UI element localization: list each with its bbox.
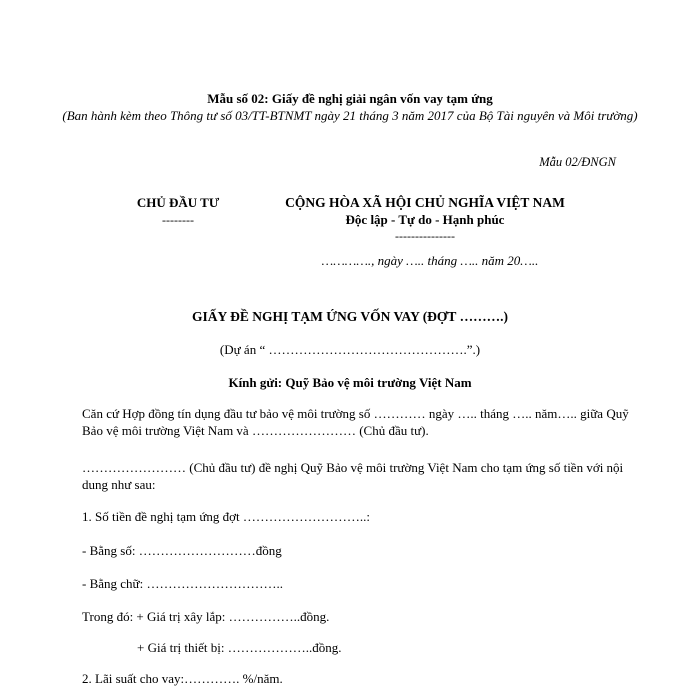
project-line: (Dự án “ ……………………………………….”.): [219, 342, 481, 357]
date-line: …………., ngày ….. tháng ….. năm 20…..: [321, 253, 539, 268]
interest-rate-item: 2. Lãi suất cho vay:…………. %/năm.: [82, 671, 283, 686]
form-title: Mẫu số 02: Giấy đề nghị giải ngân vốn vay tạm ứng: [207, 91, 493, 106]
investor-block: [108, 195, 248, 228]
basis-paragraph: Căn cứ Hợp đồng tín dụng đầu tư bảo vệ môi trường số ………… ngày ….. tháng ….. năm….. giữa Quỹ Bảo vệ môi trường Việt Nam và …………………… (Chủ đầu tư).: [82, 406, 629, 438]
amount-in-numbers: - Bằng số: ………………………đồng: [82, 543, 282, 558]
issued-note: (Ban hành kèm theo Thông tư số 03/TT-BTNMT ngày 21 tháng 3 năm 2017 của Bộ Tài nguyên và Môi trường): [62, 108, 638, 123]
recipient-line: Kính gửi: Quỹ Bảo vệ môi trường Việt Nam: [228, 375, 472, 390]
construction-value-line: Trong đó: + Giá trị xây lắp: ……………..đồng.: [82, 609, 330, 624]
request-paragraph: …………………… (Chủ đầu tư) đề nghị Quỹ Bảo vệ môi trường Việt Nam cho tạm ứng số tiền với nội dung như sau:: [82, 460, 624, 492]
amount-in-words: - Bằng chữ: …………………………..: [82, 576, 283, 591]
advance-amount-item: 1. Số tiền đề nghị tạm ứng đợt ………………………..:: [82, 509, 370, 524]
national-header: [255, 195, 595, 244]
investor-label: CHỦ ĐẦU TƯ: [136, 195, 220, 210]
investor-divider: --------: [162, 213, 194, 227]
document-title: GIẤY ĐỀ NGHỊ TẠM ỨNG VỐN VAY (ĐỢT ……….): [192, 309, 508, 324]
nation-motto: Độc lập - Tự do - Hạnh phúc: [345, 212, 505, 227]
equipment-value-line: + Giá trị thiết bị: ………………..đồng.: [137, 640, 342, 655]
form-code: Mẫu 02/ĐNGN: [539, 155, 616, 169]
nation-name: CỘNG HÒA XÃ HỘI CHỦ NGHĨA VIỆT NAM: [285, 195, 565, 210]
nation-divider: ---------------: [395, 229, 455, 243]
